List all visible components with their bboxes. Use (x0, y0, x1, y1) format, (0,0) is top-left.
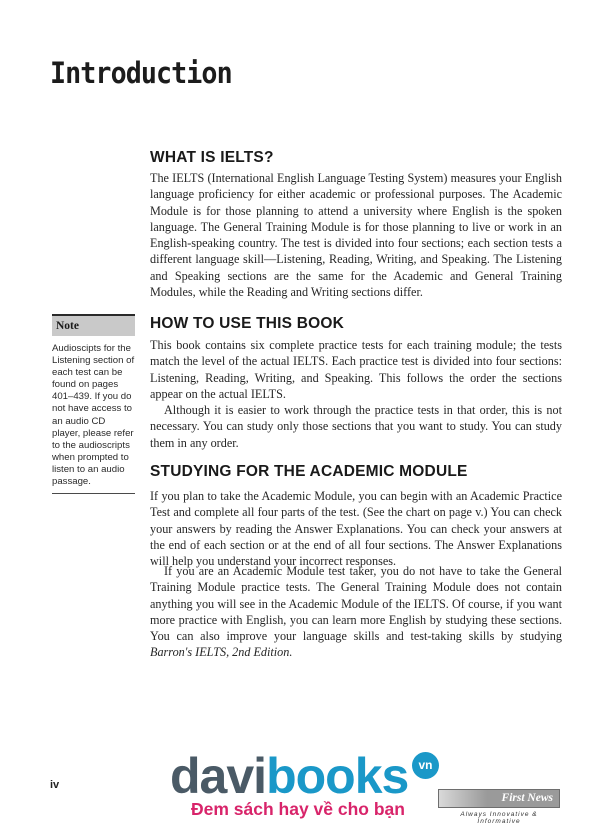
paragraph: This book contains six complete practice tests for each training module; the tests match the level of the actual IELTS. Each practice test is divided into four sections: Listening, Reading, Writing, and Speaking. This follows the order the sections appear on the actual IELTS. (150, 338, 562, 401)
brand-vn-badge: vn (412, 752, 439, 779)
paragraph: Although it is easier to work through the practice tests in that order, this is not necessary. You can study only those sections that you want to study. You can study them in any order. (150, 403, 562, 450)
davibooks-logo (170, 748, 408, 804)
first-news-logo (438, 789, 560, 825)
brand-part-davi: davi (170, 748, 267, 804)
brand-tagline: Đem sách hay về cho bạn (191, 799, 405, 819)
paragraph-text: If you are an Academic Module test taker, you do not have to take the General Training Module practice tests. The General Training Module does not contain anything you will see in the Academic Module of the IELTS. Of course, if you want more practice with English, you can learn more English by studying these sections. You can also improve your language skills and test-taking skills by studying (150, 564, 562, 644)
chapter-title: Introduction (50, 56, 232, 90)
note-sidebar (52, 314, 135, 494)
publisher-motto: Always Innovative & Informative (460, 811, 538, 825)
brand-part-books: books (266, 748, 409, 804)
paragraph-with-book-title (150, 563, 562, 661)
section-heading-what-is-ielts: WHAT IS IELTS? (150, 149, 274, 166)
publisher-name: First News (501, 792, 553, 804)
page-number: iv (50, 779, 60, 791)
paragraph: The IELTS (International English Language Testing System) measures your English language proficiency for either academic or professional purposes. The Academic Module is for those planning to attend a university where English is the spoken language. The General Training Module is for those planning to live or work in an English-speaking country. The test is divided into four sections; each section tests a different language skill—Listening, Reading, Writing, and Speaking. The Listening and Speaking sections are the same for the Academic and General Training Modules, while the Reading and Writing sections differ. (150, 171, 562, 300)
paragraph: If you plan to take the Academic Module, you can begin with an Academic Practice Test and complete all four parts of the test. (See the chart on page v.) You can check your answers by reading the Answer Explanations. You can check your answers at the end of each section or at the end of all four sections. The Answer Explanations will help you understand your incorrect responses. (150, 489, 562, 569)
first-news-banner (438, 789, 560, 808)
section-heading-how-to-use: HOW TO USE THIS BOOK (150, 315, 345, 332)
note-label: Note (52, 314, 135, 336)
section-heading-studying-academic: STUDYING FOR THE ACADEMIC MODULE (150, 463, 468, 480)
note-text: Audioscipts for the Listening section of each test can be found on pages 401–439. If you do not have access to an audio CD player, please refer to the audioscripts when prompted to listen to an audio passage. (52, 343, 135, 494)
book-title: Barron's IELTS, 2nd Edition. (150, 645, 293, 660)
